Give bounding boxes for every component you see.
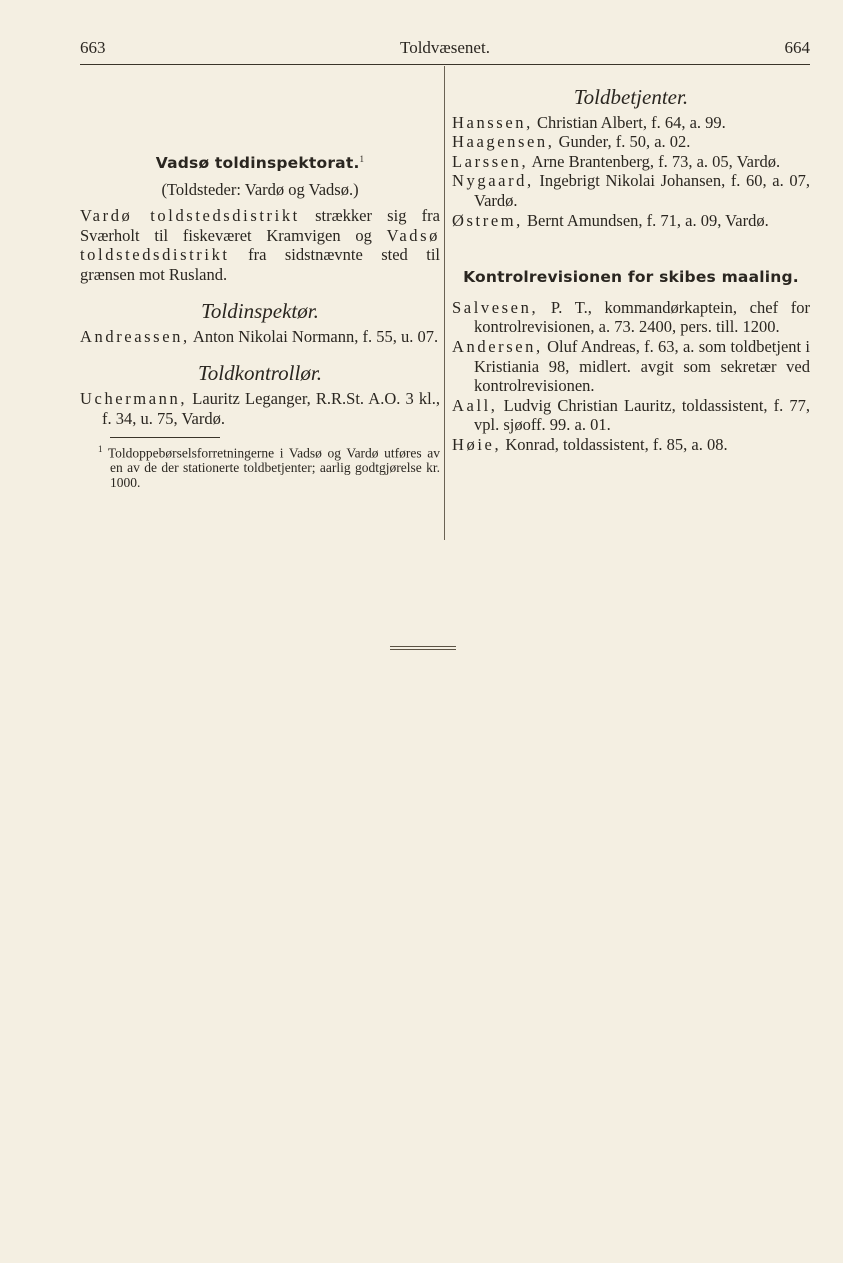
kontrol-list bbox=[452, 298, 810, 455]
running-header bbox=[80, 38, 810, 62]
page-number-left: 663 bbox=[80, 38, 106, 57]
header-rule bbox=[80, 64, 810, 65]
kontrollor-entry: Uchermann, Lauritz Leganger, R.R.St. A.O. 3 kl., f. 34, u. 75, Vardø. bbox=[80, 389, 440, 428]
list-item: Andersen, Oluf Andreas, f. 63, a. som toldbetjent i Kristiania 98, midlert. avgit som sekretær ved kontrolrevisionen. bbox=[452, 336, 810, 396]
left-column bbox=[80, 150, 440, 490]
list-item: Nygaard, Ingebrigt Nikolai Johansen, f. 60, a. 07, Vardø. bbox=[452, 171, 811, 210]
running-title: Toldvæsenet. bbox=[400, 38, 490, 57]
footnote: $^1$ Toldoppebørselsforretningerne i Vadsø og Vardø utføres av en av de der stationerte toldbetjenter; aarlig godtgjørelse kr. 1000. bbox=[98, 443, 441, 491]
right-column bbox=[452, 85, 811, 455]
betjenter-list bbox=[452, 113, 810, 231]
district-paragraph: Vardø toldstedsdistrikt strækker sig fra Sværholt til fiskeværet Kramvigen og Vadsø toldstedsdistrikt fra sidstnævnte sted til grænsen mot Rusland. bbox=[80, 206, 441, 284]
list-item: Salvesen, P. T., kommandørkaptein, chef for kontrolrevisionen, a. 73. 2400, pers. till. 1200. bbox=[452, 297, 811, 337]
heading-toldbetjenter: Toldbetjenter. bbox=[573, 85, 689, 109]
list-item: Hanssen, Christian Albert, f. 64, a. 99. bbox=[452, 112, 726, 132]
list-item: Østrem, Bernt Amundsen, f. 71, a. 09, Vardø. bbox=[452, 210, 769, 230]
list-item: Haagensen, Gunder, f. 50, a. 02. bbox=[452, 132, 691, 152]
list-item: Høie, Konrad, toldassistent, f. 85, a. 08. bbox=[452, 434, 728, 454]
end-rule bbox=[390, 646, 456, 652]
page-number-right: 664 bbox=[784, 38, 810, 57]
heading-toldkontrollor: Toldkontrollør. bbox=[198, 360, 322, 385]
section-title-kontrolrevisionen: Kontrolrevisionen for skibes maaling. bbox=[463, 268, 799, 287]
section-title-vadso: Vadsø toldinspektorat.$^1$ bbox=[155, 154, 365, 172]
footnote-rule bbox=[110, 437, 220, 438]
column-divider bbox=[444, 66, 445, 540]
toldsteder-line: (Toldsteder: Vardø og Vadsø.) bbox=[161, 179, 359, 199]
list-item: Larssen, Arne Brantenberg, f. 73, a. 05, Vardø. bbox=[452, 151, 781, 171]
heading-toldinspektor: Toldinspektør. bbox=[201, 298, 319, 323]
list-item: Aall, Ludvig Christian Lauritz, toldassistent, f. 77, vpl. sjøoff. 99. a. 01. bbox=[452, 395, 810, 435]
inspektor-entry: Andreassen, Anton Nikolai Normann, f. 55, u. 07. bbox=[80, 327, 439, 347]
footnote-ref: 1 bbox=[359, 154, 365, 164]
